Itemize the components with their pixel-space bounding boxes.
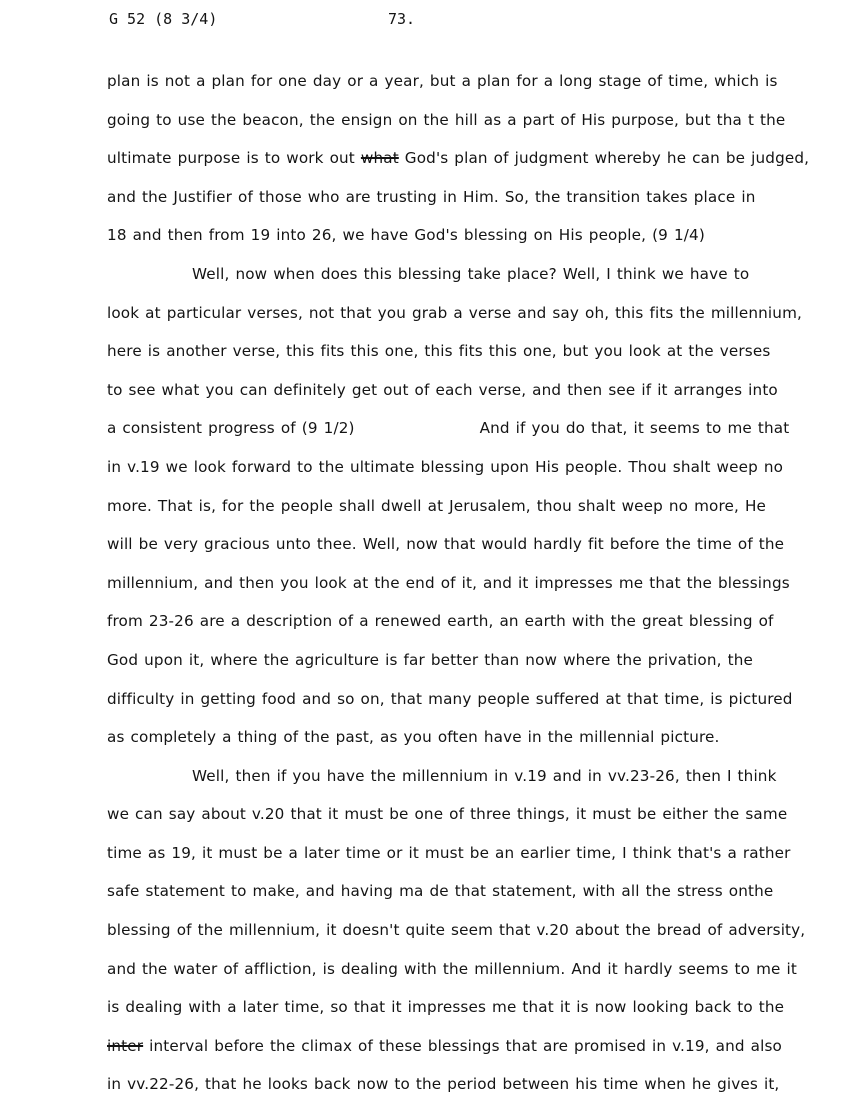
struck-word: inter: [107, 1036, 144, 1055]
text-line: in vv.22-26, that he looks back now to the period between his time when he gives it,: [107, 1075, 780, 1094]
text-line: [107, 1027, 843, 1066]
line-segment: ultimate purpose is to work out: [107, 149, 361, 168]
text-line: 18 and then from 19 into 26, we have God's blessing on His people, (9 1/4): [107, 226, 705, 245]
document-code: G 52 (8 3/4): [109, 10, 218, 28]
text-line: from 23-26 are a description of a renewed earth, an earth with the great blessing of: [107, 612, 774, 631]
text-line: and the water of affliction, is dealing with the millennium. And it hardly seems to me it: [107, 959, 797, 978]
line-segment: a consistent progress of (9 1/2): [107, 419, 355, 438]
paragraph-start-line: Well, now when does this blessing take place? Well, I think we have to: [192, 264, 750, 283]
text-line: here is another verse, this fits this one, this fits this one, but you look at the verses: [107, 342, 771, 361]
line-segment: God's plan of judgment whereby he can be judged,: [398, 149, 810, 168]
text-line: [107, 139, 843, 178]
text-line: more. That is, for the people shall dwell at Jerusalem, thou shalt weep no more, He: [107, 496, 767, 515]
page-header: [0, 10, 853, 34]
line-segment: And if you do that, it seems to me that: [479, 419, 790, 438]
text-line: God upon it, where the agriculture is far better than now where the privation, the: [107, 650, 753, 669]
text-line: and the Justifier of those who are trusting in Him. So, the transition takes place in: [107, 187, 756, 206]
page-number: 73.: [388, 10, 416, 28]
text-line: difficulty in getting food and so on, that many people suffered at that time, is pictured: [107, 689, 793, 708]
line-segment: interval before the climax of these blessings that are promised in v.19, and also: [143, 1036, 782, 1055]
text-line: in v.19 we look forward to the ultimate blessing upon His people. Thou shalt weep no: [107, 457, 784, 476]
text-line: is dealing with a later time, so that it impresses me that it is now looking back to the: [107, 998, 785, 1017]
text-line: to see what you can definitely get out of each verse, and then see if it arranges into: [107, 380, 778, 399]
text-line: as completely a thing of the past, as you often have in the millennial picture.: [107, 728, 720, 747]
text-line: plan is not a plan for one day or a year, but a plan for a long stage of time, which is: [107, 72, 778, 90]
text-line: going to use the beacon, the ensign on the hill as a part of His purpose, but tha t the: [107, 110, 786, 129]
struck-word: what: [360, 149, 399, 168]
text-line: we can say about v.20 that it must be one of three things, it must be either the same: [107, 805, 788, 824]
text-line: will be very gracious unto thee. Well, now that would hardly fit before the time of the: [107, 535, 785, 554]
text-line: time as 19, it must be a later time or it must be an earlier time, I think that's a rather: [107, 843, 791, 862]
text-line: safe statement to make, and having ma de that statement, with all the stress onthe: [107, 882, 774, 901]
text-line: look at particular verses, not that you grab a verse and say oh, this fits the millennium,: [107, 303, 802, 322]
text-line: millennium, and then you look at the end of it, and it impresses me that the blessings: [107, 573, 790, 592]
paragraph-start-line: Well, then if you have the millennium in v.19 and in vv.23-26, then I think: [192, 766, 777, 785]
text-line: [107, 409, 843, 448]
transcript-body: [107, 62, 843, 1104]
text-line: blessing of the millennium, it doesn't quite seem that v.20 about the bread of adversity,: [107, 921, 806, 940]
